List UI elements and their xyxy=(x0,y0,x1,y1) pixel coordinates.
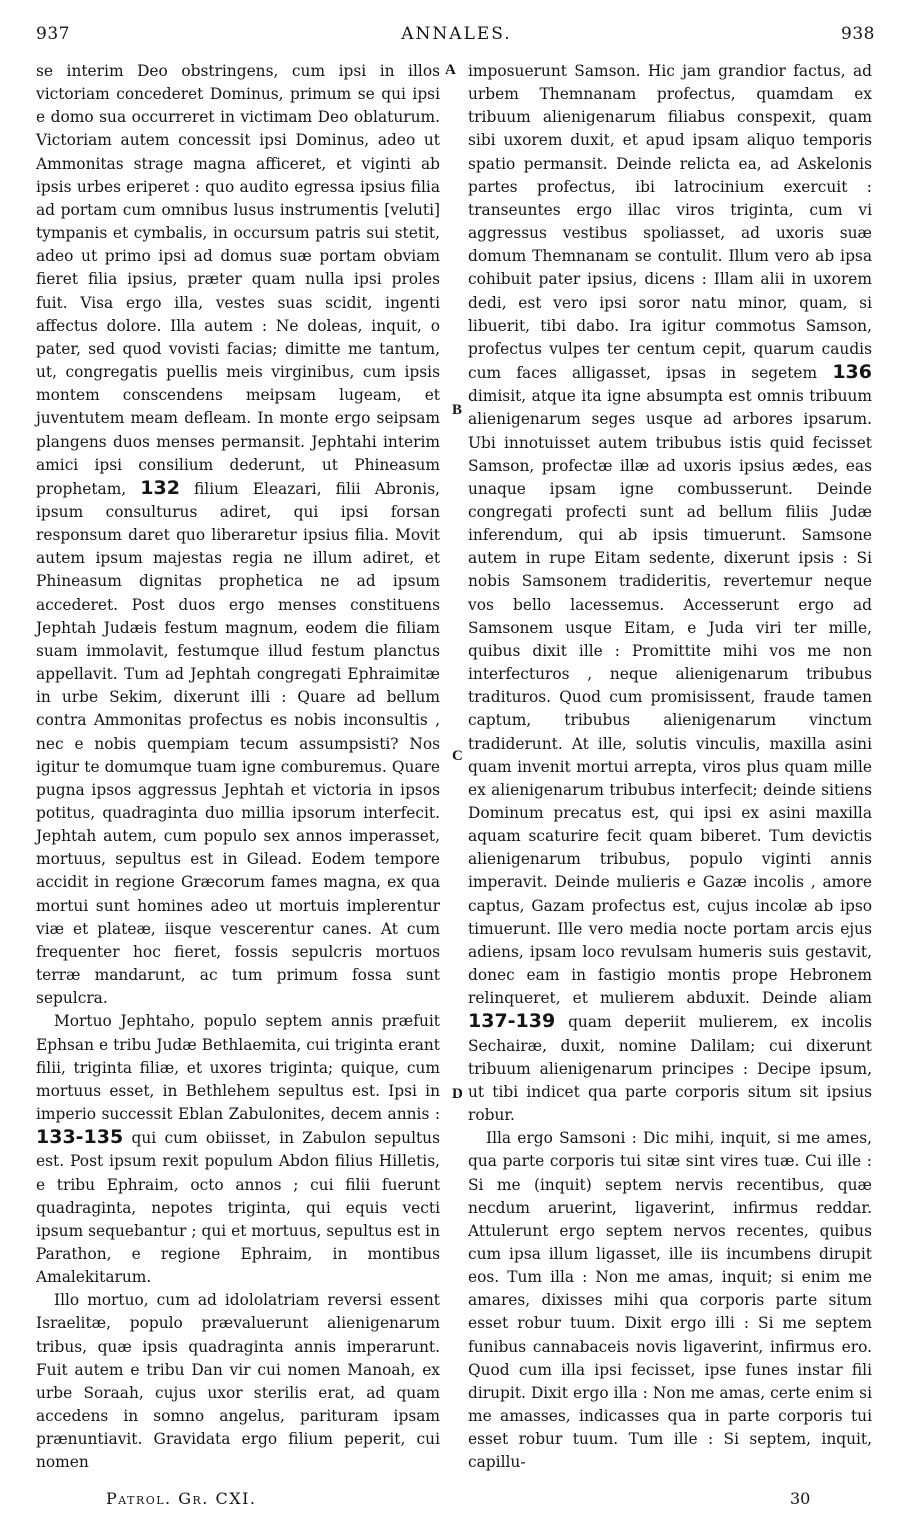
paragraph: se interim Deo obstringens, cum ipsi in illos victoriam concederet Dominus, primum se qui ipsi e domo sua occurreret in victimam Deo oblaturum. Victoriam autem concessit ipsi Dominus, adeo ut Ammonitas strage magna afficeret, et viginti ab ipsis urbes eriperet : quo audito egressa ipsius filia ad portam cum omnibus lusus instrumentis [veluti] tympanis et cymbalis, in occursum patris sui stetit, adeo ut primo ipsi ad domus suæ portam obviam fieret filia ipsius, præter quam nulla ipsi proles fuit. Visa ergo illa, vestes suas scidit, ingenti affectus dolore. Illa autem : Ne doleas, inquit, o pater, sed quod vovisti facias; dimitte me tantum, ut, congregatis puellis meis virginibus, cum ipsis montem conscendens meipsam lugeam, et juventutem meam defleam. In monte ergo seipsam plangens duos menses permansit. Jephtahi interim amici ipsi consilium dederunt, ut Phineasum prophetam, 132 filium Eleazari, filii Abronis, ipsum consulturus adiret, qui ipsi forsan responsum daret quo liberaretur ipsius filia. Movit autem ipsum majestas regia ne illum adiret, et Phineasum dignitas prophetica ne ad ipsum accederet. Post duos ergo menses constituens Jephtah Judæis festum magnum, eodem die filiam suam immolavit, festumque illud festum planctus appellavit. Tum ad Jephtah congregati Ephraimitæ in urbe Sekim, dixerunt illi : Quare ad bellum contra Ammonitas profectus es nobis inconsultis , nec e nobis quempiam tecum assumpsisti? Nos igitur te domumque tuam igne comburemus. Quare pugna ipsos aggressus Jephtah et victoria in ipsos potitus, quadraginta duo millia ipsorum interfecit. Jephtah autem, cum populo sex annos imperasset, mortuus, sepultus est in Gilead. Eodem tempore accidit in regione Græcorum fames magna, ex qua mortui sunt homines adeo ut mortuis implerentur viæ et plateæ, iisque vescerentur canes. At cum frequenter hoc fieret, fossis sepulcris mortuos terræ mandarunt, ac tum primum fossa sunt sepulcra. xyxy=(36,62,440,1008)
paragraph: Illo mortuo, cum ad idololatriam reversi essent Israelitæ, populo prævaluerunt alienigenarum tribus, quæ ipsis quadraginta annis imperarunt. Fuit autem e tribu Dan vir cui nomen Manoah, ex urbe Soraah, cujus uxor sterilis erat, ad quam accedens in somno angelus, parituram ipsam prænuntiavit. Gravidata ergo filium peperit, cui nomen xyxy=(36,1291,440,1472)
footer-signature: Patrol. Gr. CXI. xyxy=(106,1489,257,1508)
section-number: 136 xyxy=(832,361,872,384)
margin-letter-a: A xyxy=(445,62,456,78)
paragraph: Mortuo Jephtaho, populo septem annis præfuit Ephsan e tribu Judæ Bethlaemita, cui triginta erant filii, triginta filiæ, et uxores triginta; quique, cum mortuus esset, in Bethlehem sepultus est. Ipsi in imperio successit Eblan Zabulonites, decem annis : 133-135 qui cum obiisset, in Zabulon sepultus est. Post ipsum rexit populum Abdon filius Hilletis, e tribu Ephraim, octo annos ; cui filii fuerunt quadraginta, nepotes triginta, qui equis vecti ipsum sequebantur ; qui et mortuus, sepultus est in Parathon, e regione Ephraim, in montibus Amalekitarum. xyxy=(36,1012,440,1287)
paragraph: Illa ergo Samsoni : Dic mihi, inquit, si me ames, qua parte corporis tui sitæ sint vires tuæ. Cui ille : Si me (inquit) septem nervis recentibus, quæ necdum aruerint, ligaverint, infirmus reddar. Attulerunt ergo septem nervos recentes, quibus cum ipsa illum ligasset, ille iis incumbens dirupit eos. Tum illa : Non me amas, inquit; si enim me amares, dixisses mihi qua corporis parte situm esset robur tuum. Dixit ergo illi : Si me septem funibus cannabaceis novis ligaverint, infirmus ero. Quod cum illa ipsi fecisset, ipse funes instar fili dirupit. Dixit ergo illa : Non me amas, certe enim si me amasses, indicasses qua in parte corporis tui esset robur tuum. Tum ille : Si septem, inquit, capillu- xyxy=(468,1129,872,1472)
footer-sheet-number: 30 xyxy=(790,1489,811,1508)
section-number: 132 xyxy=(140,476,180,499)
paragraph: imposuerunt Samson. Hic jam grandior factus, ad urbem Themnanam profectus, quamdam ex tribuum alienigenarum filiabus conspexit, quam sibi uxorem duxit, et apud ipsam aliquo temporis spatio permansit. Deinde relicta ea, ad Askelonis partes profectus, ibi latrocinium exercuit : transeuntes ergo illac viros triginta, cum vi aggressus vestibus spoliasset, ad uxoris suæ domum Themnanam se contulit. Illum vero ab ipsa cohibuit pater ipsius, dicens : Illam alii in uxorem dedi, est vero ipsi soror natu minor, quam, si libuerit, tibi dabo. Ira igitur commotus Samson, profectus vulpes ter centum cepit, quarum caudis cum faces alligasset, ipsas in segetem 136 dimisit, atque ita igne absumpta est omnis tribuum alienigenarum seges usque ad arbores ipsarum. Ubi innotuisset autem tribubus istis quid fecisset Samson, profectæ illæ ad uxoris ipsius ædes, eas unaque ipsam igne combusserunt. Deinde congregati profecti sunt ad bellum filiis Judæ inferendum, qui ab ipsis timuerunt. Samsone autem in rupe Eitam sedente, dixerunt ipsis : Si nobis Samsonem tradideritis, revertemur neque vos bello lacessemus. Accesserunt ergo ad Samsonem usque Eitam, e Juda viri ter mille, quibus dixit ille : Promittite mihi vos me non interfecturos , neque alienigenarum tribubus tradituros. Quod cum promisissent, fraude tamen captum, tribubus alienigenarum vinctum tradiderunt. At ille, solutis vinculis, maxilla asini quam invenit mortui arrepta, viros plus quam mille ex alienigenarum tribubus interfecit; deinde sitiens Dominum precatus est, qui ipsi ex asini maxilla aquam scaturire fecit quam biberet. Tum devictis alienigenarum tribubus, populo viginti annis imperavit. Deinde mulieris e Gazæ incolis , amore captus, Gazam profectus est, cujus incolæ ab ipso timuerunt. Ille vero media nocte portam arcis ejus adiens, ipsam loco revulsam humeris suis gestavit, donec eam in fastigio montis prope Hebronem relinqueret, et mulierem abduxit. Deinde aliam 137-139 quam deperiit mulierem, ex incolis Sechairæ, duxit, nomine Dalilam; cui dixerunt tribuum alienigenarum principes : Decipe ipsum, ut tibi indicet qua parte corporis situm sit ipsius robur. xyxy=(468,62,872,1125)
page-number-left: 937 xyxy=(36,24,70,44)
page-number-right: 938 xyxy=(841,24,875,44)
running-title: ANNALES. xyxy=(401,24,512,44)
section-number: 137-139 xyxy=(468,1010,556,1033)
right-column xyxy=(468,60,872,1475)
margin-letter-c: C xyxy=(452,748,463,764)
margin-letter-b: B xyxy=(452,402,463,418)
left-column xyxy=(36,60,440,1475)
section-number: 133-135 xyxy=(36,1126,124,1149)
margin-letter-d: D xyxy=(452,1086,463,1102)
